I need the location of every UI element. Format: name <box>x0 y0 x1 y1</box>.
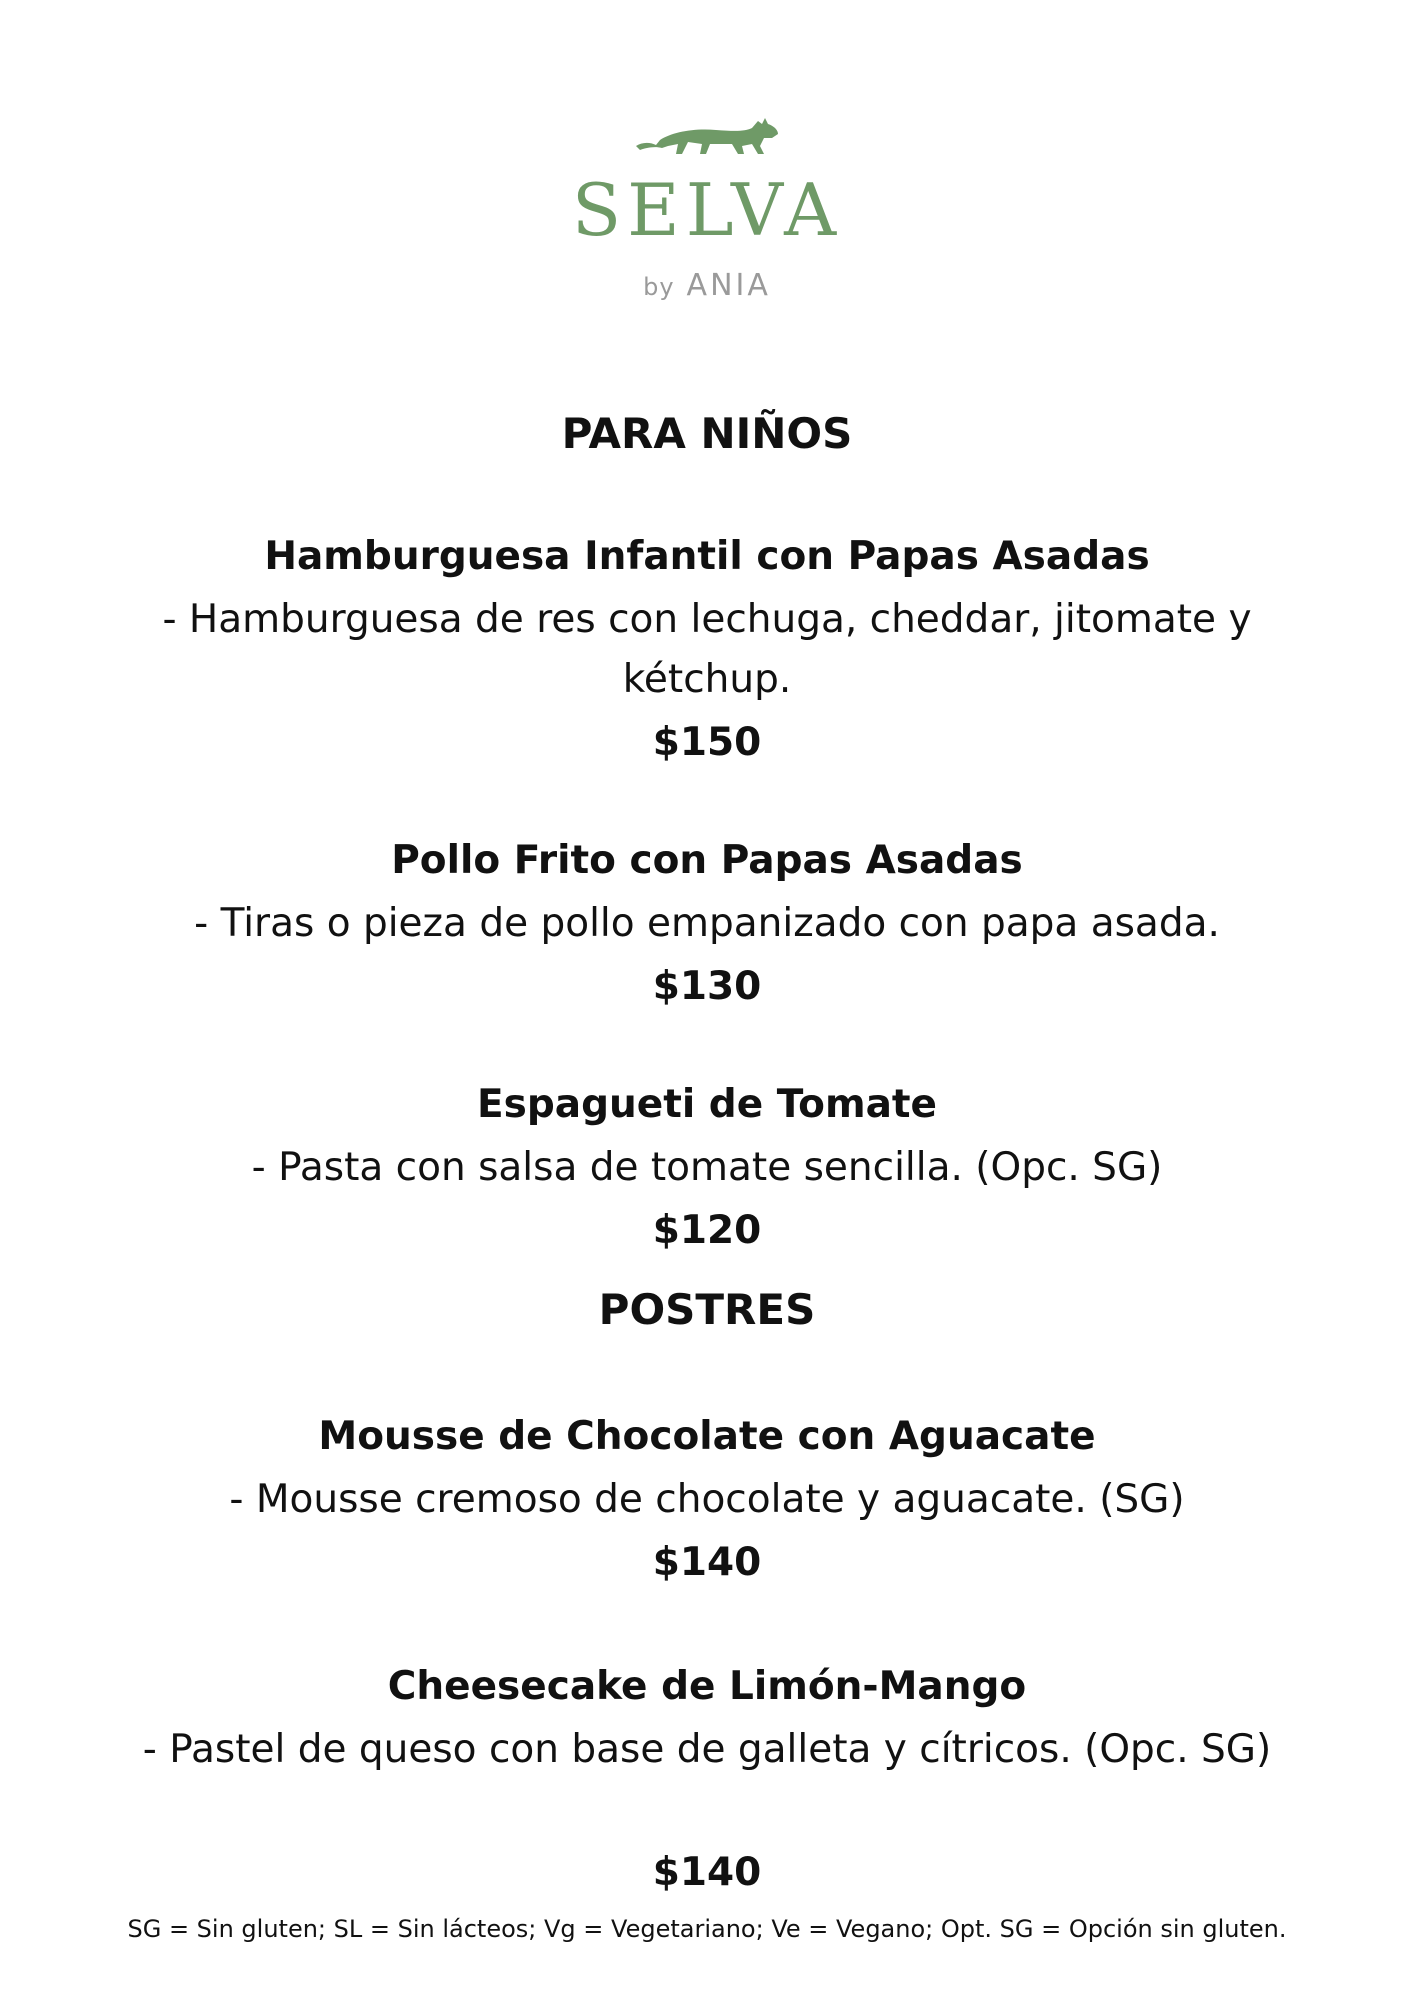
item-description: - Tiras o pieza de pollo empanizado con papa asada. <box>194 901 1220 946</box>
section-title-desserts: POSTRES <box>598 1285 816 1334</box>
item-price: $130 <box>652 964 762 1009</box>
jaguar-icon <box>632 112 782 162</box>
item-description: - Mousse cremoso de chocolate y aguacate. (SG) <box>229 1477 1185 1522</box>
item-price: $120 <box>652 1208 762 1253</box>
item-name: Pollo Frito con Papas Asadas <box>391 838 1023 883</box>
item-name: Mousse de Chocolate con Aguacate <box>318 1414 1096 1459</box>
brand-by: by <box>643 273 675 301</box>
legend-footnote: SG = Sin gluten; SL = Sin lácteos; Vg = Vegetariano; Ve = Vegano; Opt. SG = Opción sin gluten. <box>127 1915 1287 1943</box>
brand-logo <box>0 112 1414 305</box>
brand-subtitle <box>0 268 1414 305</box>
item-description: - Pasta con salsa de tomate sencilla. (Opc. SG) <box>251 1145 1163 1190</box>
item-name: Hamburguesa Infantil con Papas Asadas <box>264 534 1150 579</box>
brand-sub: ANIA <box>686 268 771 303</box>
item-name: Espagueti de Tomate <box>476 1082 938 1127</box>
brand-name: SELVA <box>571 168 843 252</box>
item-description: - Pastel de queso con base de galleta y cítricos. (Opc. SG) <box>142 1727 1272 1772</box>
item-name: Cheesecake de Limón-Mango <box>387 1664 1027 1709</box>
item-price: $150 <box>652 720 762 765</box>
section-title-kids: PARA NIÑOS <box>561 409 853 458</box>
item-description: - Hamburguesa de res con lechuga, cheddar, jitomate y kétchup. <box>162 597 1252 702</box>
item-price: $140 <box>652 1850 762 1895</box>
item-price: $140 <box>652 1540 762 1585</box>
